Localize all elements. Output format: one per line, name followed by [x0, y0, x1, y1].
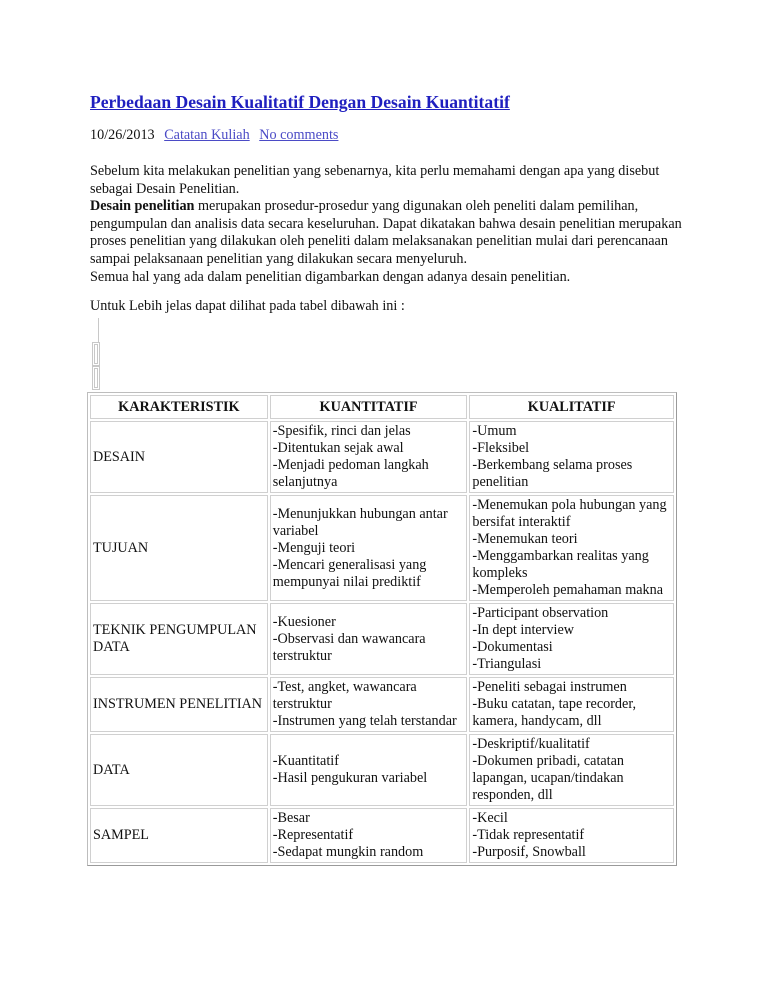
cell-line: -Ditentukan sejak awal — [272, 440, 404, 456]
header-karakteristik: KARAKTERISTIK — [90, 395, 268, 419]
cell-line: -Tidak representatif — [472, 827, 585, 843]
cell-kuantitatif — [270, 808, 468, 863]
paragraph-definition — [90, 198, 690, 268]
cell-line: -In dept interview — [472, 622, 574, 638]
cell-kuantitatif — [270, 603, 468, 675]
cell-kuantitatif — [270, 734, 468, 806]
cell-line: DATA — [93, 761, 130, 778]
table-row — [90, 421, 674, 493]
header-kuantitatif: KUANTITATIF — [270, 395, 468, 419]
post-body — [90, 163, 690, 286]
paragraph-intro: Sebelum kita melakukan penelitian yang sebenarnya, kita perlu memahami dengan apa yang disebut sebagai Desain Penelitian. — [90, 163, 660, 197]
cell-line: -Menunjukkan hubungan antar variabel — [272, 505, 448, 539]
cell-kuantitatif — [270, 421, 468, 493]
post-date: 10/26/2013 — [90, 127, 155, 143]
paragraph-summary: Semua hal yang ada dalam penelitian digambarkan dengan adanya desain penelitian. — [90, 268, 571, 285]
cell-line: INSTRUMEN PENELITIAN — [93, 696, 263, 712]
cell-line: TEKNIK PENGUMPULAN DATA — [93, 622, 257, 655]
cell-line: -Observasi dan wawancara terstruktur — [272, 630, 426, 664]
cell-line: SAMPEL — [93, 827, 149, 843]
cell-line: -Menggambarkan realitas yang kompleks — [472, 548, 649, 581]
cell-kualitatif — [469, 734, 674, 806]
cell-line: -Buku catatan, tape recorder, kamera, handycam, dll — [472, 696, 637, 729]
cell-line: -Hasil pengukuran variabel — [272, 770, 428, 786]
cell-line: -Sedapat mungkin random — [272, 844, 424, 860]
cell-line: -Purposif, Snowball — [472, 844, 586, 860]
cell-kualitatif — [469, 808, 674, 863]
table-row — [90, 495, 674, 601]
cell-karakteristik — [90, 677, 268, 732]
cell-line: -Participant observation — [472, 605, 609, 621]
cell-line: -Menemukan pola hubungan yang bersifat interaktif — [472, 497, 667, 530]
cell-line: -Berkembang selama proses penelitian — [472, 457, 633, 490]
post-title-link[interactable]: Perbedaan Desain Kualitatif Dengan Desain Kuantitatif — [90, 92, 510, 112]
cell-line: -Instrumen yang telah terstandar — [272, 713, 457, 729]
cell-kualitatif — [469, 677, 674, 732]
cell-line: -Memperoleh pemahaman makna — [472, 582, 664, 598]
cell-kualitatif — [469, 603, 674, 675]
table-row — [90, 677, 674, 732]
cell-line: -Mencari generalisasi yang mempunyai nilai prediktif — [272, 556, 427, 590]
cell-karakteristik — [90, 421, 268, 493]
cell-line: -Menguji teori — [272, 539, 356, 556]
post-meta — [90, 127, 338, 144]
cell-kuantitatif — [270, 677, 468, 732]
cell-line: -Menemukan teori — [472, 531, 578, 547]
comments-link[interactable]: No comments — [259, 127, 339, 143]
empty-cell-artifact — [92, 318, 99, 343]
cell-line: -Deskriptif/kualitatif — [472, 736, 590, 752]
cell-line: -Peneliti sebagai instrumen — [472, 679, 627, 695]
cell-line: -Kuantitatif — [272, 753, 339, 769]
cell-line: -Kecil — [472, 810, 508, 826]
cell-line: -Triangulasi — [472, 656, 542, 672]
cell-line: -Dokumen pribadi, catatan lapangan, ucapan/tindakan responden, dll — [472, 753, 625, 803]
table-intro-text: Untuk Lebih jelas dapat dilihat pada tabel dibawah ini : — [90, 298, 405, 314]
label-link[interactable]: Catatan Kuliah — [164, 127, 250, 143]
cell-line: -Test, angket, wawancara terstruktur — [272, 679, 417, 712]
cell-kualitatif — [469, 421, 674, 493]
cell-line: -Representatif — [272, 827, 354, 843]
cell-line: TUJUAN — [93, 539, 149, 556]
cell-karakteristik — [90, 808, 268, 863]
cell-line: -Besar — [272, 810, 310, 826]
cell-karakteristik — [90, 495, 268, 601]
cell-line: -Umum — [472, 423, 517, 439]
cell-kualitatif — [469, 495, 674, 601]
cell-line: -Kuesioner — [272, 613, 336, 630]
table-row — [90, 808, 674, 863]
cell-line: -Spesifik, rinci dan jelas — [272, 423, 411, 439]
cell-line: DESAIN — [93, 448, 146, 465]
table-row — [90, 603, 674, 675]
empty-cell-artifact — [92, 366, 100, 390]
cell-karakteristik — [90, 734, 268, 806]
header-kualitatif: KUALITATIF — [469, 395, 674, 419]
definition-text: merupakan prosedur-prosedur yang digunakan oleh peneliti dalam pemilihan, pengumpulan dan analisis data secara keseluruhan. Dapat dikatakan bahwa desain penelitian merupakan proses penelitian yang dilakukan oleh peneliti dalam melaksanakan penelitian mulai dari perencanaan sampai pelaksanaan penelitian yang dilakukan secara menyeluruh. — [90, 198, 682, 267]
cell-line: -Dokumentasi — [472, 639, 553, 655]
table-header-row — [90, 395, 674, 419]
cell-karakteristik — [90, 603, 268, 675]
cell-line: -Fleksibel — [472, 440, 530, 456]
cell-kuantitatif — [270, 495, 468, 601]
definition-term: Desain penelitian — [90, 198, 195, 215]
empty-cell-artifact — [92, 342, 100, 366]
table-row — [90, 734, 674, 806]
comparison-table — [87, 392, 677, 866]
cell-line: -Menjadi pedoman langkah selanjutnya — [272, 457, 429, 490]
